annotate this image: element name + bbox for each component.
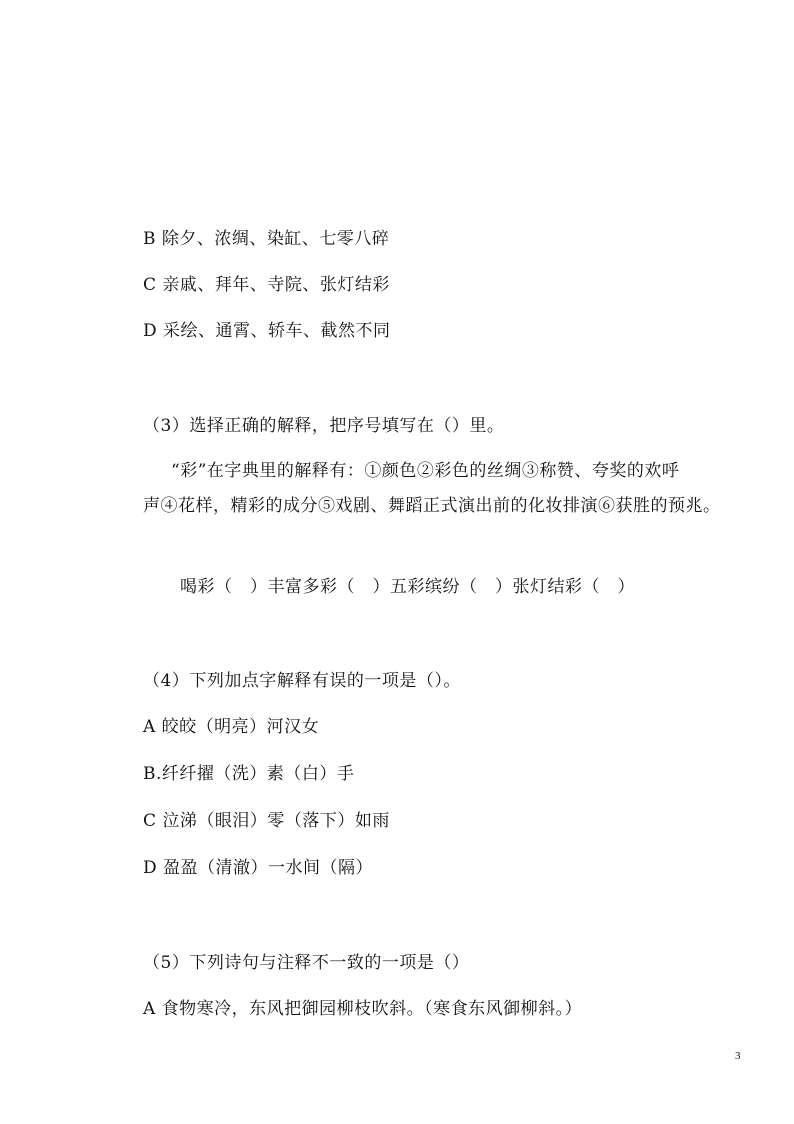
q5-option-a: A 食物寒冷，东风把御园柳枝吹斜。（寒食东风御柳斜。） bbox=[143, 999, 583, 1019]
q4-option-b: B.纤纤擢（洗）素（白）手 bbox=[143, 764, 355, 784]
q2-option-d: D 采绘、通霄、轿车、截然不同 bbox=[143, 321, 391, 341]
page-number: 3 bbox=[735, 1050, 741, 1062]
q4-option-a: A 皎皎（明亮）河汉女 bbox=[143, 717, 320, 737]
q4-option-d: D 盈盈（清澈）一水间（隔） bbox=[143, 858, 374, 878]
q3-blanks: 喝彩（ ）丰富多彩（ ）五彩缤纷（ ）张灯结彩（ ） bbox=[180, 577, 635, 597]
q2-option-b: B 除夕、浓绸、染缸、七零八碎 bbox=[143, 229, 390, 249]
q3-definition-line1: “彩”在字典里的解释有：①颜色②彩色的丝绸③称赞、夸奖的欢呼 bbox=[171, 461, 680, 481]
q5-title: （5）下列诗句与注释不一致的一项是（） bbox=[143, 953, 470, 973]
q3-title: （3）选择正确的解释，把序号填写在（）里。 bbox=[143, 416, 505, 436]
q3-definition-line2: 声④花样，精彩的成分⑤戏剧、舞蹈正式演出前的化妆排演⑥获胜的预兆。 bbox=[143, 496, 721, 516]
q2-option-c: C 亲戚、拜年、寺院、张灯结彩 bbox=[143, 275, 390, 295]
q4-title: （4）下列加点字解释有误的一项是（）。 bbox=[143, 671, 461, 691]
q4-option-c: C 泣涕（眼泪）零（落下）如雨 bbox=[143, 811, 390, 831]
